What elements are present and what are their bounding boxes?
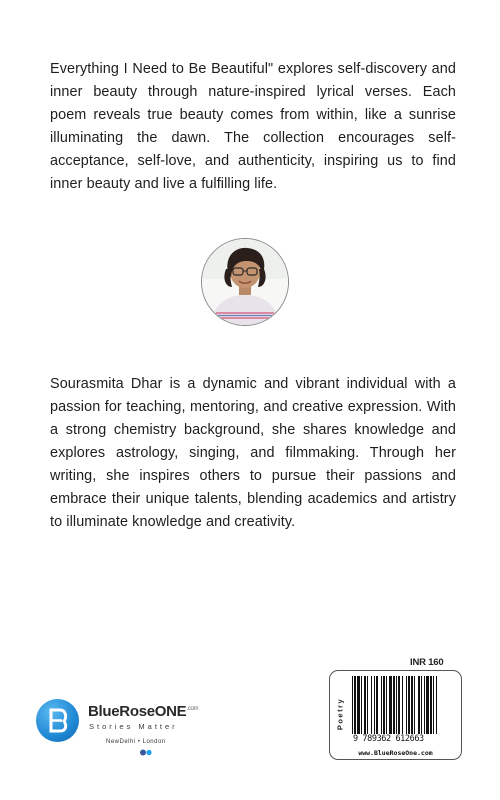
isbn-barcode bbox=[352, 676, 458, 734]
publisher-website: www.BlueRoseOne.com bbox=[358, 749, 433, 757]
twitter-icon bbox=[146, 750, 151, 755]
isbn-number: 9 789362 612663 bbox=[353, 734, 424, 744]
social-icons bbox=[140, 749, 156, 756]
publisher-name-suffix: .com bbox=[186, 706, 199, 712]
author-photo bbox=[201, 238, 289, 326]
book-description: Everything I Need to Be Beautiful" explores self-discovery and inner beauty through nature-inspired lyrical verses. Each poem reveals true beauty comes from within, like a sunrise illuminating the dawn. The collection encourages self-acceptance, self-love, and authenticity, inspiring us to find inner beauty and live a fulfilling life. bbox=[50, 61, 456, 192]
author-portrait-illustration bbox=[202, 239, 288, 325]
publisher-cities: NewDelhi • London bbox=[106, 739, 166, 745]
author-bio: Sourasmita Dhar is a dynamic and vibrant individual with a passion for teaching, mentoring, and creative expression. With a strong chemistry background, she shares knowledge and explores astrology, singing, and filmmaking. Through her writing, she inspires others to pursue their passions and embrace their unique talents, blending academics and artistry to illuminate knowledge and creativity. bbox=[50, 376, 456, 530]
publisher-tagline: Stories Matter bbox=[89, 722, 178, 731]
publisher-logo bbox=[36, 697, 236, 777]
facebook-icon bbox=[140, 750, 146, 756]
publisher-name: BlueRoseONE$^{.com}$ bbox=[88, 703, 199, 720]
bluerose-emblem-icon bbox=[36, 699, 79, 742]
price-label: INR 160 bbox=[410, 657, 444, 668]
